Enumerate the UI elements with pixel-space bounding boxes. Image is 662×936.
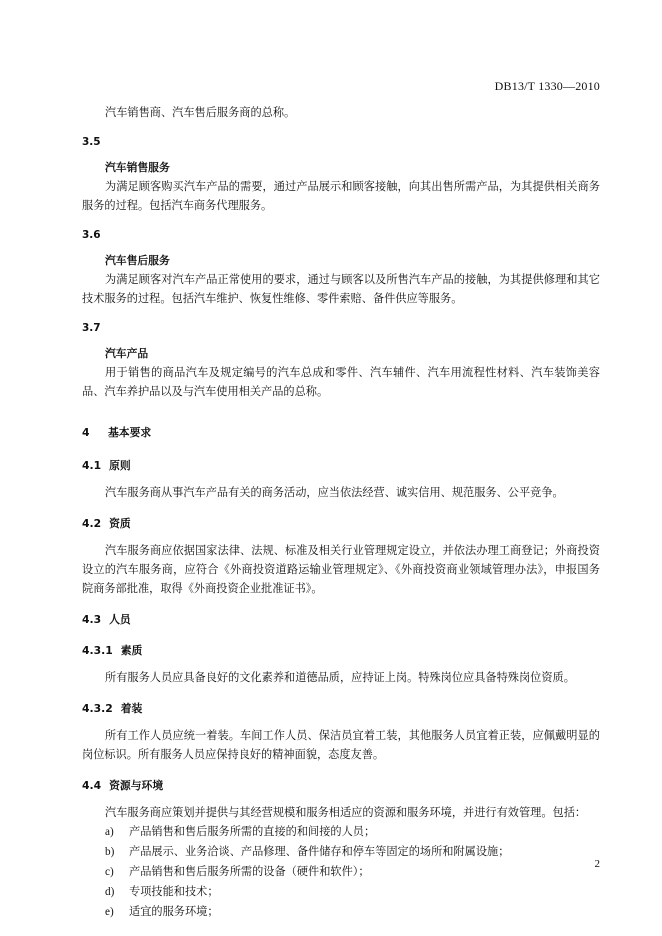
- list-item-marker: a): [105, 826, 114, 838]
- section-4-4-text: 汽车服务商应策划并提供与其经营规模和服务相适应的资源和服务环境，并进行有效管理。包括：: [105, 806, 587, 819]
- list-item: [82, 822, 600, 842]
- clause-3-7-definition: 用于销售的商品汽车及规定编号的汽车总成和零件、汽车辅件、汽车用流程性材料、汽车装饰美容品、汽车养护品以及与汽车使用相关产品的总称。: [82, 366, 600, 398]
- section-4-4-number: 4.4: [82, 779, 102, 792]
- section-4-title: 基本要求: [108, 426, 152, 439]
- list-item: [82, 862, 600, 882]
- section-4-4-heading: [82, 776, 600, 795]
- section-4-3-title: 人员: [109, 613, 131, 626]
- section-4-3-number: 4.3: [82, 613, 102, 626]
- list-item-marker: d): [105, 886, 115, 898]
- section-4-2-title: 资质: [109, 517, 131, 530]
- clause-3-7-term: 汽车产品: [105, 347, 149, 360]
- section-4-4-title: 资源与环境: [109, 779, 164, 792]
- section-4-3-2-number: 4.3.2: [82, 702, 113, 715]
- document-code: DB13/T 1330—2010: [494, 79, 600, 93]
- clause-3-7-number: 3.7: [82, 322, 101, 334]
- clause-3-6-definition: 为满足顾客对汽车产品正常使用的要求，通过与顾客以及所售汽车产品的接触，为其提供修理和其它技术服务的过程。包括汽车维护、恢复性维修、零件索赔、备件供应等服务。: [82, 273, 600, 305]
- section-4-3-1-title: 素质: [120, 644, 143, 657]
- page-number: 2: [594, 858, 600, 870]
- list-item: [82, 882, 600, 902]
- clause-3-6-number: 3.6: [82, 229, 101, 241]
- list-item: [82, 842, 600, 862]
- list-item-text: 适宜的服务环境；: [129, 905, 219, 918]
- document-body: [82, 103, 600, 922]
- list-item-marker: b): [105, 846, 115, 858]
- section-4-3-1-heading: [82, 641, 600, 660]
- list-item-marker: e): [105, 906, 114, 918]
- list-item-text: 产品销售和售后服务所需的直接的和间接的人员；: [129, 825, 376, 838]
- section-4-3-1-number: 4.3.1: [82, 644, 113, 657]
- intro-paragraph: 汽车销售商、汽车售后服务商的总称。: [105, 106, 296, 119]
- list-item-marker: c): [105, 866, 114, 878]
- clause-3-5-term: 汽车销售服务: [105, 161, 170, 174]
- section-4-3-heading: [82, 610, 600, 629]
- clause-3-5-definition: 为满足顾客购买汽车产品的需要，通过产品展示和顾客接触，向其出售所需产品，为其提供相关商务服务的过程。包括汽车商务代理服务。: [82, 180, 600, 212]
- section-4-1-heading: [82, 456, 600, 475]
- clause-3-5-number: 3.5: [82, 136, 101, 148]
- section-4-number: 4: [82, 426, 90, 439]
- section-4-3-2-heading: [82, 699, 600, 718]
- section-4-1-title: 原则: [109, 459, 131, 472]
- section-4-heading: [82, 423, 600, 442]
- section-4-2-text: 汽车服务商应依据国家法律、法规、标准及相关行业管理规定设立，并依法办理工商登记；外商投资设立的汽车服务商，应符合《外商投资道路运输业管理规定》、《外商投资商业领域管理办法》，申报国务院商务部批准，取得《外商投资企业批准证书》。: [82, 544, 600, 595]
- list-item-text: 产品销售和售后服务所需的设备（硬件和软件）；: [129, 865, 370, 878]
- section-4-2-number: 4.2: [82, 517, 102, 530]
- section-4-3-2-text: 所有工作人员应统一着装。车间工作人员、保洁员宜着工装，其他服务人员宜着正装，应佩戴明显的岗位标识。所有服务人员应保持良好的精神面貌，态度友善。: [82, 729, 600, 761]
- section-4-1-text: 汽车服务商从事汽车产品有关的商务活动，应当依法经营、诚实信用、规范服务、公平竞争。: [105, 486, 564, 499]
- section-4-2-heading: [82, 514, 600, 533]
- section-4-3-1-text: 所有服务人员应具备良好的文化素养和道德品质，应持证上岗。特殊岗位应具备特殊岗位资质。: [105, 671, 575, 684]
- section-4-3-2-title: 着装: [120, 702, 143, 715]
- list-item: [82, 902, 600, 922]
- section-4-1-number: 4.1: [82, 459, 102, 472]
- list-item-text: 专项技能和技术；: [129, 885, 219, 898]
- list-item-text: 产品展示、业务洽谈、产品修理、备件储存和停车等固定的场所和附属设施；: [129, 845, 510, 858]
- clause-3-6-term: 汽车售后服务: [105, 254, 170, 267]
